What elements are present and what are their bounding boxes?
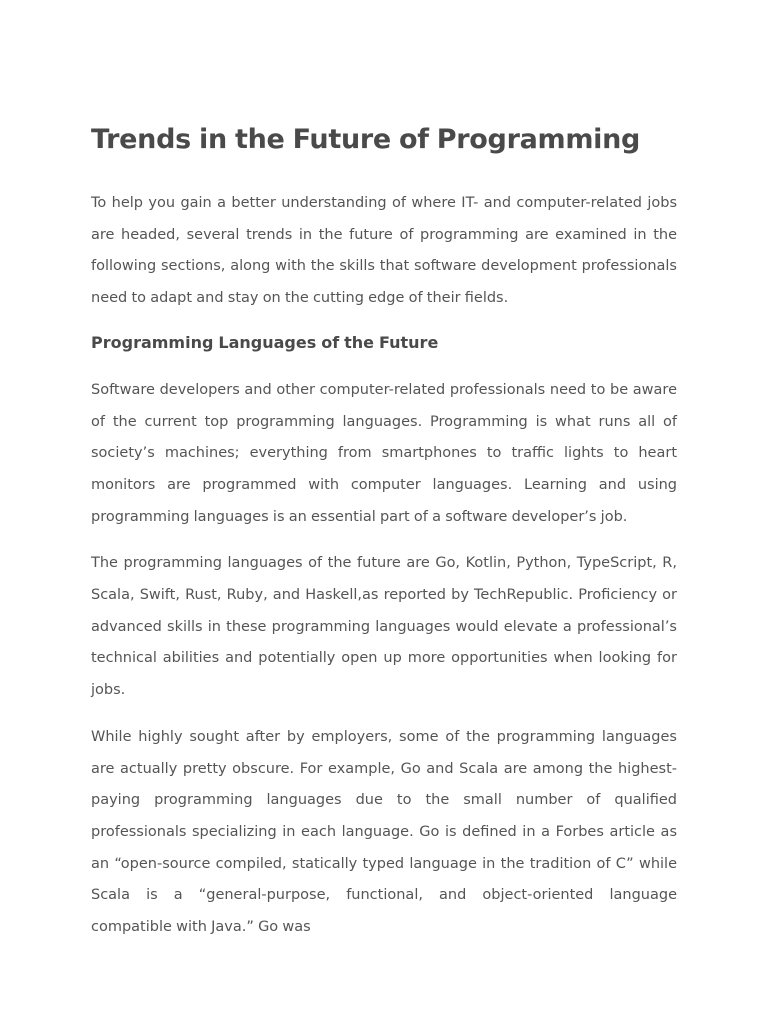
page-title: Trends in the Future of Programming bbox=[91, 124, 641, 155]
intro-paragraph: To help you gain a better understanding of where IT- and computer-related jobs are headed, several trends in the future of programming are examined in the following sections, along with the skills that software development professionals need to adapt and stay on the cutting edge of their fields. bbox=[91, 195, 677, 307]
body-paragraph: While highly sought after by employers, some of the programming languages are actually pretty obscure. For example, Go and Scala are among the highest-paying programming languages due to the small number of qualified professionals specializing in each language. Go is defined in a Forbes article as an “open-source compiled, statically typed language in the tradition of C” while Scala is a “general-purpose, functional, and object-oriented language compatible with Java.” Go was bbox=[91, 728, 677, 936]
body-paragraph: The programming languages of the future are Go, Kotlin, Python, TypeScript, R, Scala, Swift, Rust, Ruby, and Haskell,as reported by TechRepublic. Proficiency or advanced skills in these programming languages would elevate a professional’s technical abilities and potentially open up more opportunities when looking for jobs. bbox=[91, 555, 677, 699]
body-paragraph: Software developers and other computer-related professionals need to be aware of the current top programming languages. Programming is what runs all of society’s machines; everything from smartphones to traffic lights to heart monitors are programmed with computer languages. Learning and using programming languages is an essential part of a software developer’s job. bbox=[91, 381, 677, 525]
section-heading: Programming Languages of the Future bbox=[91, 332, 439, 352]
document-page bbox=[91, 122, 677, 944]
